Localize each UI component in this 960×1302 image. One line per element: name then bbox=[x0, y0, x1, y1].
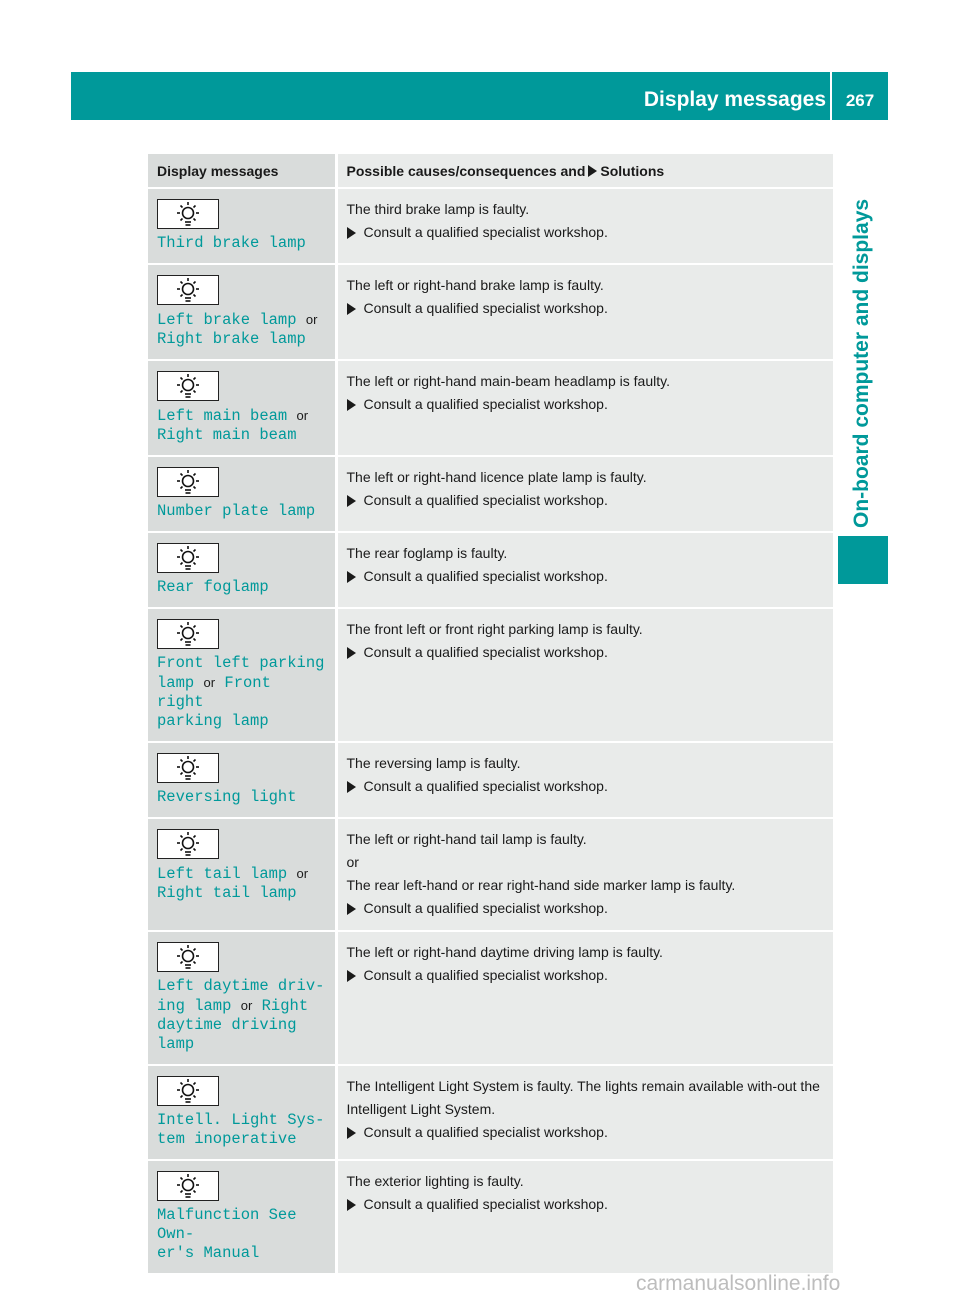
solution-step bbox=[347, 221, 825, 244]
solution-step bbox=[347, 297, 825, 320]
display-message-text bbox=[157, 1206, 326, 1263]
table-row bbox=[148, 264, 833, 360]
table-row bbox=[148, 1065, 833, 1160]
cause-text: The left or right-hand tail lamp is faulty. bbox=[346, 831, 587, 847]
display-message-text bbox=[157, 977, 326, 1054]
display-message-text bbox=[157, 406, 326, 445]
exterior-lamp-icon bbox=[157, 619, 219, 649]
display-message-cell bbox=[148, 532, 336, 608]
solution-text: Consult a qualified specialist workshop. bbox=[363, 224, 608, 240]
exterior-lamp-icon bbox=[157, 829, 219, 859]
table-row bbox=[148, 742, 833, 818]
display-message-segment: Intell. Light Sys- bbox=[157, 1111, 325, 1129]
column-header-causes-text: Possible causes/consequences and bbox=[346, 163, 586, 179]
display-message-text bbox=[157, 310, 326, 349]
display-message-cell bbox=[148, 608, 336, 742]
cause-solution-cell bbox=[336, 264, 833, 360]
display-message-cell bbox=[148, 1160, 336, 1273]
solution-text: Consult a qualified specialist workshop. bbox=[363, 568, 608, 584]
or-separator: or bbox=[296, 866, 309, 881]
exterior-lamp-icon bbox=[157, 753, 219, 783]
display-message-text bbox=[157, 864, 326, 903]
solution-text: Consult a qualified specialist workshop. bbox=[363, 900, 608, 916]
display-message-segment: parking lamp bbox=[157, 712, 269, 730]
display-message-segment: Rear foglamp bbox=[157, 578, 269, 596]
solution-text: Consult a qualified specialist workshop. bbox=[363, 492, 608, 508]
exterior-lamp-icon bbox=[157, 199, 219, 229]
solution-text: Consult a qualified specialist workshop. bbox=[363, 1124, 608, 1140]
table-row bbox=[148, 818, 833, 931]
triangle-arrow-icon bbox=[347, 227, 356, 239]
exterior-lamp-icon bbox=[157, 942, 219, 972]
display-message-text bbox=[157, 502, 326, 521]
chapter-tab-marker bbox=[838, 536, 888, 584]
column-header-causes bbox=[336, 154, 833, 188]
cause-text: The rear foglamp is faulty. bbox=[346, 545, 508, 561]
triangle-arrow-icon bbox=[347, 1127, 356, 1139]
triangle-arrow-icon bbox=[347, 647, 356, 659]
table-row bbox=[148, 931, 833, 1065]
cause-solution-cell bbox=[336, 360, 833, 456]
solution-step bbox=[347, 641, 825, 664]
cause-text: The left or right-hand brake lamp is faulty. bbox=[346, 277, 604, 293]
display-message-segment: Left main beam bbox=[157, 407, 288, 425]
exterior-lamp-icon bbox=[157, 371, 219, 401]
solution-text: Consult a qualified specialist workshop. bbox=[363, 1196, 608, 1212]
triangle-arrow-icon bbox=[347, 1199, 356, 1211]
cause-solution-cell bbox=[336, 456, 833, 532]
display-message-text bbox=[157, 1111, 326, 1149]
display-message-cell bbox=[148, 1065, 336, 1160]
display-message-segment: Number plate lamp bbox=[157, 502, 316, 520]
display-messages-table bbox=[148, 154, 833, 1273]
or-separator: or bbox=[203, 675, 216, 690]
triangle-arrow-icon bbox=[347, 399, 356, 411]
table-row bbox=[148, 188, 833, 264]
display-message-cell bbox=[148, 360, 336, 456]
column-header-display: Display messages bbox=[148, 154, 336, 188]
display-message-segment: Malfunction See Own- bbox=[157, 1206, 297, 1243]
cause-solution-cell bbox=[336, 532, 833, 608]
cause-text: The exterior lighting is faulty. bbox=[346, 1173, 524, 1189]
triangle-arrow-icon bbox=[347, 903, 356, 915]
cause-solution-cell bbox=[336, 188, 833, 264]
display-message-segment: ing lamp bbox=[157, 997, 232, 1015]
solution-step bbox=[347, 964, 825, 987]
display-message-segment: Right tail lamp bbox=[157, 884, 297, 902]
display-message-segment: er's Manual bbox=[157, 1244, 260, 1262]
solution-text: Consult a qualified specialist workshop. bbox=[363, 300, 608, 316]
solution-text: Consult a qualified specialist workshop. bbox=[363, 644, 608, 660]
solution-step bbox=[347, 897, 825, 920]
cause-solution-cell bbox=[336, 931, 833, 1065]
solution-text: Consult a qualified specialist workshop. bbox=[363, 396, 608, 412]
chapter-tab-label: On-board computer and displays bbox=[850, 198, 873, 528]
display-message-text bbox=[157, 234, 326, 253]
display-message-segment: Front right bbox=[157, 674, 271, 711]
display-message-segment: Reversing light bbox=[157, 788, 297, 806]
display-message-segment: lamp bbox=[157, 674, 195, 692]
exterior-lamp-icon bbox=[157, 467, 219, 497]
display-message-text bbox=[157, 578, 326, 597]
triangle-arrow-icon bbox=[347, 970, 356, 982]
table-row bbox=[148, 456, 833, 532]
display-message-segment: daytime driving lamp bbox=[157, 1016, 297, 1053]
page-title: Display messages bbox=[643, 88, 826, 111]
triangle-arrow-icon bbox=[347, 781, 356, 793]
cause-solution-cell bbox=[336, 1065, 833, 1160]
display-message-cell bbox=[148, 264, 336, 360]
triangle-arrow-icon bbox=[347, 303, 356, 315]
exterior-lamp-icon bbox=[157, 1171, 219, 1201]
exterior-lamp-icon bbox=[157, 275, 219, 305]
table-row bbox=[148, 360, 833, 456]
display-message-cell bbox=[148, 931, 336, 1065]
display-message-text bbox=[157, 788, 326, 807]
or-separator: or bbox=[240, 998, 253, 1013]
solution-step bbox=[347, 1121, 825, 1144]
solution-step bbox=[347, 565, 825, 588]
cause-text: The reversing lamp is faulty. bbox=[346, 755, 521, 771]
cause-text: The left or right-hand daytime driving lamp is faulty. bbox=[346, 944, 663, 960]
cause-text: The rear left-hand or rear right-hand side marker lamp is faulty. bbox=[346, 877, 736, 893]
display-message-segment: Left brake lamp bbox=[157, 311, 297, 329]
exterior-lamp-icon bbox=[157, 1076, 219, 1106]
display-message-segment: Right main beam bbox=[157, 426, 297, 444]
display-message-cell bbox=[148, 456, 336, 532]
column-header-solutions-text: Solutions bbox=[600, 163, 665, 179]
cause-text: The third brake lamp is faulty. bbox=[346, 201, 530, 217]
display-message-cell bbox=[148, 188, 336, 264]
cause-text: The left or right-hand licence plate lamp is faulty. bbox=[346, 469, 647, 485]
cause-text: The left or right-hand main-beam headlamp is faulty. bbox=[346, 373, 670, 389]
cause-solution-cell bbox=[336, 1160, 833, 1273]
triangle-arrow-icon bbox=[347, 571, 356, 583]
solution-text: Consult a qualified specialist workshop. bbox=[363, 967, 608, 983]
table-row bbox=[148, 532, 833, 608]
display-message-segment: tem inoperative bbox=[157, 1130, 297, 1148]
cause-solution-cell bbox=[336, 818, 833, 931]
cause-solution-cell bbox=[336, 608, 833, 742]
display-message-segment: Third brake lamp bbox=[157, 234, 306, 252]
solution-step bbox=[347, 489, 825, 512]
solution-step bbox=[347, 393, 825, 416]
triangle-arrow-icon bbox=[347, 495, 356, 507]
page-number: 267 bbox=[845, 91, 875, 110]
display-message-text bbox=[157, 654, 326, 731]
table-header-row bbox=[148, 154, 833, 188]
display-message-cell bbox=[148, 818, 336, 931]
triangle-arrow-icon bbox=[588, 165, 597, 177]
table-row bbox=[148, 608, 833, 742]
solution-step bbox=[347, 775, 825, 798]
cause-solution-cell bbox=[336, 742, 833, 818]
watermark: carmanualsonline.info bbox=[636, 1272, 841, 1295]
or-separator: or bbox=[305, 312, 318, 327]
display-message-segment: Left tail lamp bbox=[157, 865, 288, 883]
display-message-cell bbox=[148, 742, 336, 818]
table-row bbox=[148, 1160, 833, 1273]
or-separator: or bbox=[296, 408, 309, 423]
cause-text: The Intelligent Light System is faulty. The lights remain available with-out the Intelligent Light System. bbox=[346, 1078, 820, 1117]
solution-text: Consult a qualified specialist workshop. bbox=[363, 778, 608, 794]
display-message-segment: Right brake lamp bbox=[157, 330, 306, 348]
display-message-segment: Left daytime driv- bbox=[157, 977, 325, 995]
cause-text: or bbox=[346, 854, 359, 870]
cause-text: The front left or front right parking lamp is faulty. bbox=[346, 621, 643, 637]
solution-step bbox=[347, 1193, 825, 1216]
display-message-segment: Right bbox=[261, 997, 309, 1015]
exterior-lamp-icon bbox=[157, 543, 219, 573]
display-message-segment: Front left parking bbox=[157, 654, 325, 672]
